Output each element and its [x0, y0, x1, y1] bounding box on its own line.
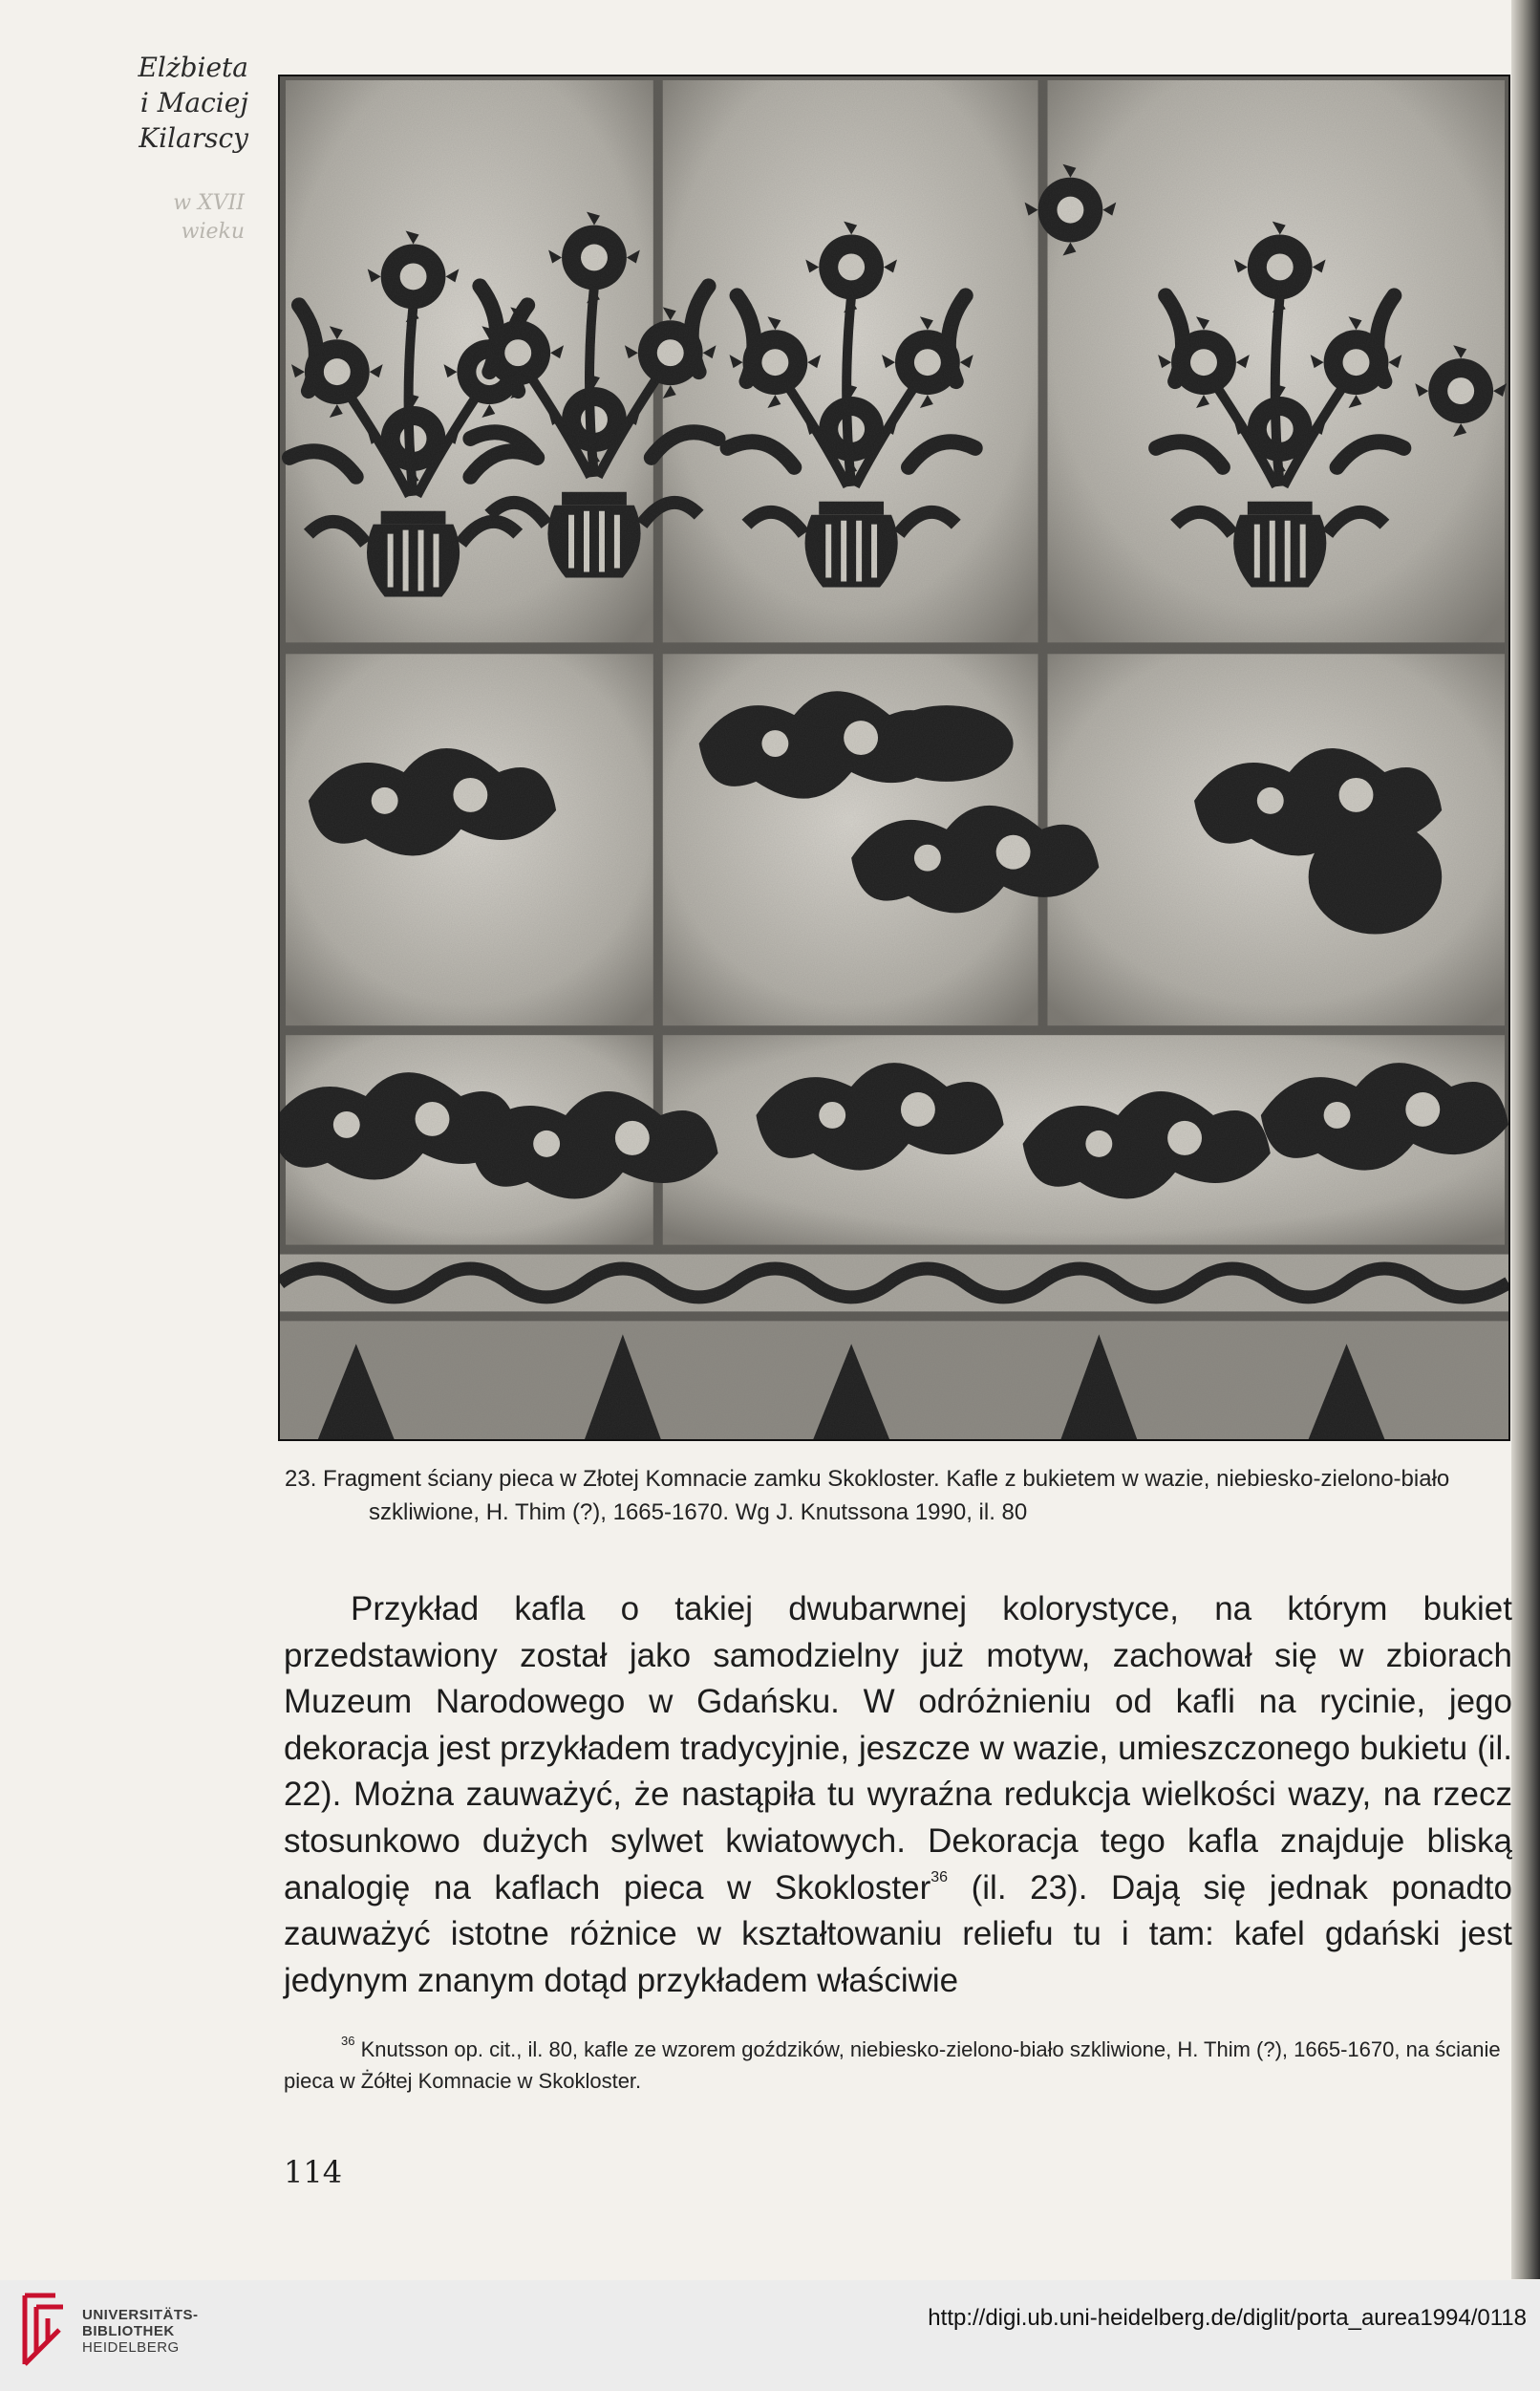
page-edge-shadow	[1511, 0, 1540, 2279]
footnote-number: 36	[341, 2034, 355, 2048]
university-library-logo-icon	[17, 2292, 67, 2368]
show-through-text	[53, 189, 245, 247]
figure-23-tile-photo	[278, 75, 1510, 1441]
library-line-2: BIBLIOTHEK	[82, 2323, 175, 2339]
footnote-text: Knutsson op. cit., il. 80, kafle ze wzorem goździków, niebiesko-zielono-biało szkliwione, H. Thim (?), 1665-1670, na ścianie pieca w Żółtej Komnacie w Skokloster.	[284, 2037, 1501, 2093]
footnote-ref-36[interactable]: 36	[930, 1868, 949, 1885]
caption-text: Fragment ściany pieca w Złotej Komnacie zamku Skokloster. Kafle z bukietem w wazie, niebiesko-zielono-biało szkliwione, H. Thim (?), 1665-1670. Wg J. Knutssona 1990, il. 80	[323, 1466, 1450, 1525]
caption-number: 23.	[285, 1466, 317, 1492]
body-paragraph	[284, 1586, 1512, 2004]
digitization-footer	[0, 2280, 1540, 2391]
source-url-link[interactable]: http://digi.ub.uni-heidelberg.de/diglit/porta_aurea1994/0118	[928, 2305, 1527, 2331]
author-line-3: Kilarscy	[139, 122, 248, 154]
body-paragraph-text: Przykład kafla o takiej dwubarwnej kolorystyce, na którym bukiet przedstawiony został jako samodzielny już motyw, zachował się w zbiorach Muzeum Narodowego w Gdańsku. W odróżnieniu od kafli na rycinie, jego dekoracja jest przykładem tradycyjnie, jeszcze w wazie, umieszczonego bukietu (il. 22). Można zauważyć, że nastąpiła tu wyraźna redukcja wielkości wazy, na rzecz stosunkowo dużych sylwet kwiatowych. Dekoracja tego kafla znajduje bliską analogię na kaflach pieca w Skokloster	[284, 1590, 1512, 1906]
author-line-1: Elżbieta	[138, 52, 248, 83]
author-line-2: i Maciej	[139, 87, 248, 118]
tile-wall-illustration	[280, 76, 1508, 1439]
footnote-36	[284, 2034, 1510, 2097]
ghost-line-2: wieku	[181, 220, 245, 244]
page-number: 114	[284, 2154, 343, 2190]
ghost-line-1: w XVII	[173, 191, 245, 215]
library-line-1: UNIVERSITÄTS-	[82, 2307, 199, 2323]
running-head-author	[57, 50, 248, 156]
figure-caption	[285, 1462, 1496, 1529]
library-line-3: HEIDELBERG	[82, 2339, 180, 2356]
library-name	[82, 2307, 199, 2356]
body-paragraph-continuation: (il. 23). Dają się jednak ponadto zauważyć istotne różnice w kształtowaniu reliefu tu i tam: kafel gdański jest jedynym znanym dotąd przykładem właściwie	[284, 1868, 1513, 1999]
